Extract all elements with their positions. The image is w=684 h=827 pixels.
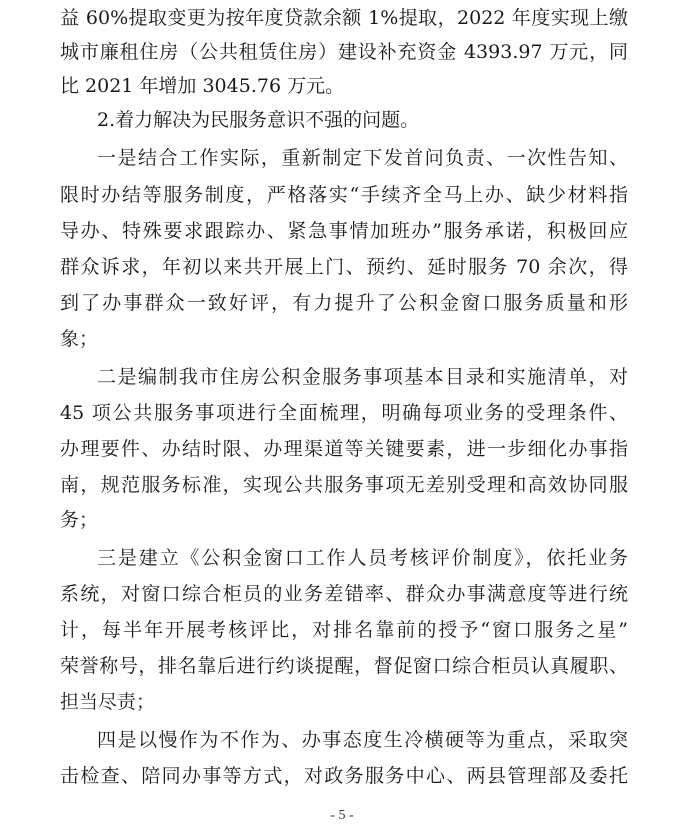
text-line: 比 2021 年增加 3045.76 万元。 xyxy=(60,75,345,97)
text-line: 城市廉租住房（公共租赁住房）建设补充资金 4393.97 万元，同 xyxy=(60,41,628,63)
text-line: 导办、特殊要求跟踪办、紧急事情加班办”服务承诺，积极回应 xyxy=(60,220,628,242)
text-line: 三是建立《公积金窗口工作人员考核评价制度》，依托业务 xyxy=(97,547,628,569)
text-line: 办理要件、办结时限、办理渠道等关键要素，进一步细化办事指 xyxy=(60,438,628,460)
text-line: 荣誉称号，排名靠后进行约谈提醒，督促窗口综合柜员认真履职、 xyxy=(60,655,628,677)
text-line: 计，每半年开展考核评比，对排名靠前的授予“窗口服务之星” xyxy=(60,619,628,641)
text-line: 群众诉求，年初以来共开展上门、预约、延时服务 70 余次，得 xyxy=(60,256,628,278)
text-line: 担当尽责； xyxy=(60,691,156,713)
text-line: 二是编制我市住房公积金服务事项基本目录和实施清单，对 xyxy=(97,366,628,388)
text-line: 南，规范服务标准，实现公共服务事项无差别受理和高效协同服 xyxy=(60,474,628,496)
text-line: 系统，对窗口综合柜员的业务差错率、群众办事满意度等进行统 xyxy=(60,583,628,605)
text-line: 务； xyxy=(60,509,99,531)
text-line: 45 项公共服务事项进行全面梳理，明确每项业务的受理条件、 xyxy=(60,402,628,424)
text-line: 四是以慢作为不作为、办事态度生冷横硬等为重点，采取突 xyxy=(97,729,628,751)
text-line: 一是结合工作实际，重新制定下发首问负责、一次性告知、 xyxy=(97,147,628,169)
text-line: 象； xyxy=(60,328,99,350)
text-line: 到了办事群众一致好评，有力提升了公积金窗口服务质量和形 xyxy=(60,292,628,314)
page-number: - 5 - xyxy=(330,808,354,823)
text-line: 击检查、陪同办事等方式，对政务服务中心、两县管理部及委托 xyxy=(60,765,628,787)
text-line: 益 60%提取变更为按年度贷款余额 1%提取，2022 年度实现上缴 xyxy=(60,7,628,29)
section-heading: 2.着力解决为民服务意识不强的问题。 xyxy=(97,109,420,131)
text-line: 限时办结等服务制度，严格落实“手续齐全马上办、缺少材料指 xyxy=(60,184,628,206)
